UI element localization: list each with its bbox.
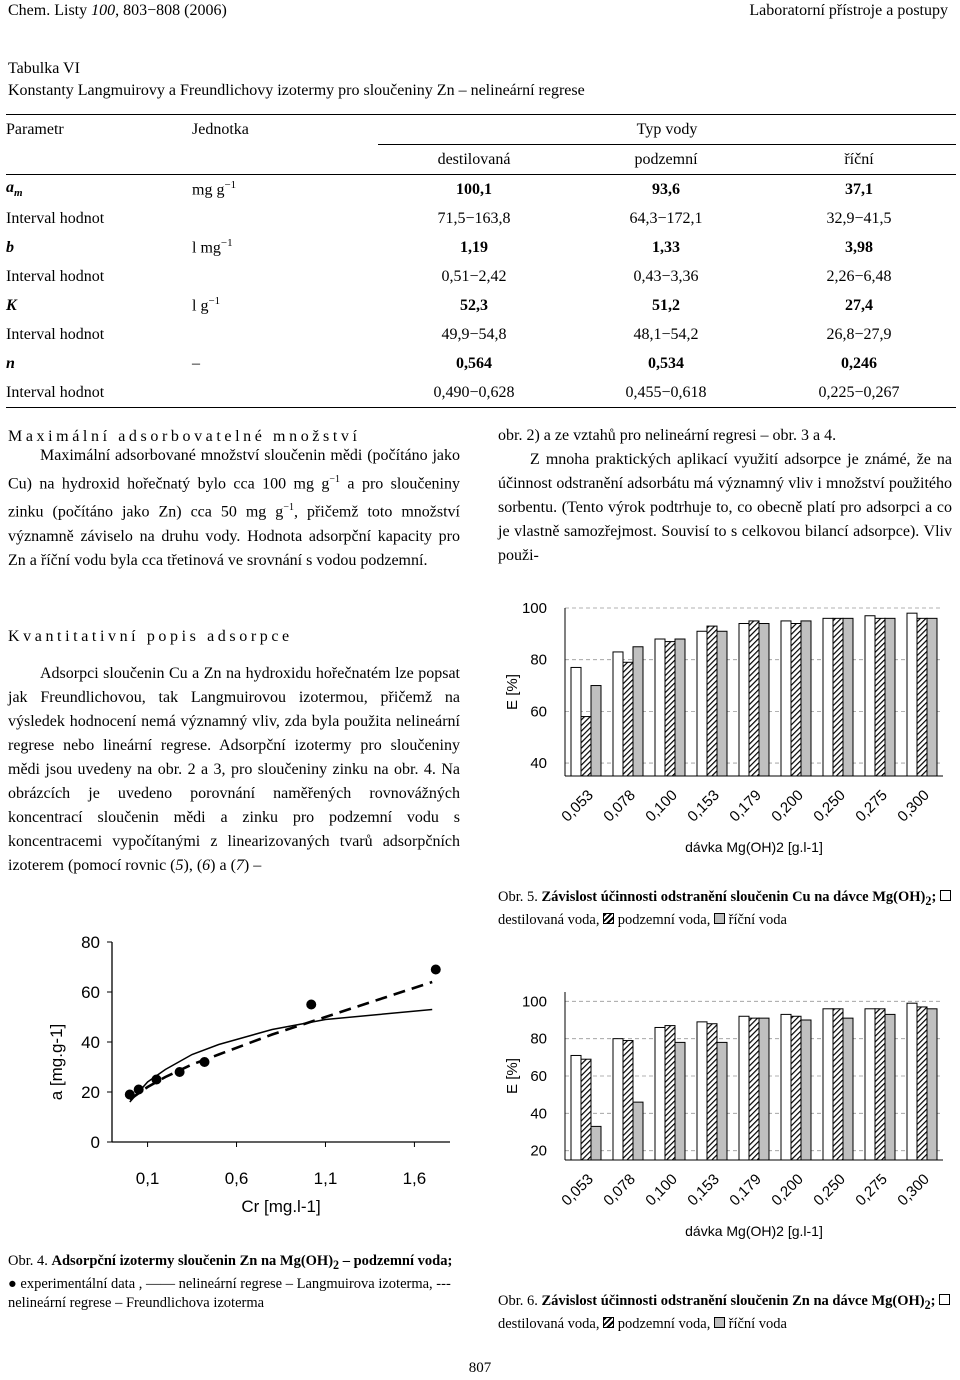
x-tick-label: 1,1	[313, 1169, 338, 1188]
x-tick-label: 0,200	[768, 786, 807, 826]
y-axis-label: E [%]	[504, 674, 521, 710]
bar-ricni	[801, 1020, 811, 1160]
fig5-caption: Obr. 5. Závislost účinnosti odstranění sloučenin Cu na dávce $Mg(OH)_2$; destilovaná voda, podzemní voda, říční voda	[498, 888, 954, 930]
section-heading-max: Maximální adsorbovatelné množství	[8, 428, 361, 445]
x-tick-label: 0,153	[684, 786, 723, 826]
cell-param: b	[6, 238, 14, 256]
cell-value: 2,26−6,48	[826, 267, 892, 285]
bar-ricni	[927, 618, 937, 776]
col-header-water: destilovaná	[378, 145, 570, 175]
cell-value: 3,98	[845, 238, 873, 256]
cell-value: 48,1−54,2	[633, 325, 699, 343]
legend-gray-icon	[714, 913, 725, 924]
table-row	[6, 204, 956, 233]
fig5-chart	[495, 596, 955, 876]
cell-value: 0,534	[648, 354, 684, 372]
fig4-chart	[40, 920, 460, 1220]
bar-destilovana	[697, 1022, 707, 1160]
bar-ricni	[927, 1009, 937, 1160]
bar-podzemni	[581, 717, 591, 776]
bar-destilovana	[907, 613, 917, 776]
cell-value: 1,33	[652, 238, 680, 256]
table-row	[6, 378, 956, 408]
bar-ricni	[759, 624, 769, 776]
data-point	[125, 1090, 135, 1100]
cell-value: 49,9−54,8	[441, 325, 507, 343]
data-point	[175, 1067, 185, 1077]
table-row	[6, 291, 956, 320]
page-number: 807	[468, 1360, 492, 1376]
x-tick-label: 0,179	[726, 1170, 765, 1210]
bar-ricni	[843, 618, 853, 776]
cell-value: 51,2	[652, 296, 680, 314]
cell-value: 93,6	[652, 180, 680, 198]
x-tick-label: 0,250	[810, 1170, 849, 1210]
cell-unit	[192, 262, 378, 291]
cell-param: Interval hodnot	[6, 378, 192, 408]
cell-param: K	[6, 296, 17, 314]
series-langmuir-line	[130, 1010, 432, 1103]
bar-podzemni	[581, 1059, 591, 1160]
y-tick-label: 80	[81, 933, 100, 952]
cell-value: 27,4	[845, 296, 873, 314]
series-freundlich-line	[130, 982, 432, 1100]
bar-destilovana	[613, 1039, 623, 1160]
y-tick-label: 60	[530, 703, 547, 721]
x-tick-label: 0,250	[810, 786, 849, 826]
cell-value: 0,51−2,42	[441, 267, 507, 285]
cell-value: 0,455−0,618	[570, 378, 762, 408]
cell-unit	[192, 204, 378, 233]
y-tick-label: 100	[521, 600, 547, 617]
bar-ricni	[759, 1018, 769, 1160]
data-point	[431, 965, 441, 975]
cell-value: 37,1	[845, 180, 873, 198]
fig6-caption: Obr. 6. Závislost účinnosti odstranění sloučenin Zn na dávce $Mg(OH)_2$; destilovaná voda, podzemní voda, říční voda	[498, 1292, 954, 1334]
constants-table	[6, 114, 956, 408]
bar-ricni	[885, 1014, 895, 1160]
bar-ricni	[717, 631, 727, 776]
x-tick-label: 0,275	[852, 786, 891, 826]
fig4-caption: Obr. 4. Adsorpční izotermy sloučenin Zn na $Mg(OH)_2$ – podzemní voda; ● experimentální data , —— nelineární regrese – Langmuirova izoterma, --- nelineární regrese – Freundlichova izoterma	[8, 1253, 453, 1311]
cell-value: 0,225−0,267	[762, 378, 956, 408]
bar-podzemni	[665, 1026, 675, 1160]
cell-value: 64,3−172,1	[629, 209, 703, 227]
x-tick-label: 0,200	[768, 1170, 807, 1210]
bar-ricni	[675, 1042, 685, 1160]
bar-podzemni	[791, 1016, 801, 1160]
x-tick-label: 0,153	[684, 1170, 723, 1210]
table-row	[6, 233, 956, 262]
cell-param: $a_m$	[6, 179, 23, 200]
bar-destilovana	[697, 631, 707, 776]
x-tick-label: 0,053	[558, 1170, 597, 1210]
section-heading-quant: Kvantitativní popis adsorpce	[8, 628, 293, 645]
fig6-chart	[495, 980, 955, 1260]
table-caption	[8, 58, 585, 102]
table-row	[6, 262, 956, 291]
y-tick-label: 80	[530, 651, 547, 669]
x-tick-label: 1,6	[402, 1169, 427, 1188]
x-tick-label: 0,078	[600, 786, 639, 826]
cell-value: 71,5−163,8	[437, 209, 511, 227]
running-head-right: Laboratorní přístroje a postupy	[749, 2, 948, 19]
legend-line-icon: ——	[146, 1275, 176, 1292]
cell-value: 0,564	[456, 354, 492, 372]
bar-podzemni	[665, 642, 675, 776]
y-tick-label: 20	[81, 1083, 100, 1102]
cell-param: n	[6, 354, 15, 372]
col-header-param: Parametr	[6, 115, 192, 145]
legend-white-icon	[939, 1294, 950, 1305]
cell-value: 0,246	[841, 354, 877, 372]
data-point	[200, 1057, 210, 1067]
col-header-group: Typ vody	[378, 115, 956, 145]
bar-podzemni	[623, 662, 633, 776]
bar-destilovana	[571, 667, 581, 776]
table-subheader-row	[6, 145, 956, 175]
cell-param: Interval hodnot	[6, 209, 105, 227]
bar-ricni	[717, 1042, 727, 1160]
x-tick-label: 0,6	[224, 1169, 249, 1188]
bar-destilovana	[613, 652, 623, 776]
table-header-row	[6, 115, 956, 145]
x-tick-label: 0,1	[135, 1169, 160, 1188]
cell-value: 100,1	[456, 180, 492, 198]
cell-unit: –	[192, 354, 200, 372]
data-point	[151, 1075, 161, 1085]
bar-destilovana	[655, 1027, 665, 1160]
bar-podzemni	[749, 621, 759, 776]
legend-hatched-icon	[603, 1317, 614, 1328]
x-tick-label: 0,179	[726, 786, 765, 826]
bar-podzemni	[623, 1041, 633, 1160]
x-tick-label: 0,275	[852, 1170, 891, 1210]
data-point	[306, 1000, 316, 1010]
legend-white-icon	[940, 890, 951, 901]
bar-destilovana	[823, 1009, 833, 1160]
cell-unit	[192, 320, 378, 349]
x-axis-label: Cr [mg.l-1]	[241, 1197, 321, 1216]
bar-ricni	[801, 621, 811, 776]
paragraph-right: obr. 2) a ze vztahů pro nelineární regresi – obr. 3 a 4. Z mnoha praktických aplikací využití adsorpce je známé, že na účinnost odstranění adsorbátu má významný vliv i množství použitého sorbentu. (Tento výrok podtrhuje to, co obecně platí pro adsorpci a co je vlastně samozřejmost. Souvisí to s celkovou bilancí adsorpce). Vliv použi-	[498, 427, 952, 564]
bar-destilovana	[781, 621, 791, 776]
bar-ricni	[675, 639, 685, 776]
legend-dot-icon: ●	[8, 1275, 17, 1292]
x-tick-label: 0,078	[600, 1170, 639, 1210]
bar-podzemni	[707, 626, 717, 776]
table-row	[6, 175, 956, 205]
bar-ricni	[633, 647, 643, 776]
x-tick-label: 0,100	[642, 786, 681, 826]
bar-destilovana	[823, 618, 833, 776]
table-title: Konstanty Langmuirovy a Freundlichovy izotermy pro sloučeniny Zn – nelineární regrese	[8, 82, 585, 99]
y-tick-label: 0	[90, 1133, 100, 1152]
bar-destilovana	[655, 639, 665, 776]
bar-podzemni	[917, 1007, 927, 1160]
bar-destilovana	[739, 1016, 749, 1160]
y-tick-label: 60	[81, 983, 100, 1002]
y-tick-label: 100	[521, 993, 547, 1011]
bar-ricni	[591, 686, 601, 776]
legend-gray-icon	[714, 1317, 725, 1328]
col-header-unit: Jednotka	[192, 115, 378, 145]
cell-value: 1,19	[460, 238, 488, 256]
bar-destilovana	[739, 624, 749, 776]
cell-value: 26,8−27,9	[826, 325, 892, 343]
bar-podzemni	[833, 1009, 843, 1160]
col-header-water: říční	[762, 145, 956, 175]
bar-ricni	[885, 618, 895, 776]
x-axis-label: dávka Mg(OH)2 [g.l-1]	[685, 1223, 823, 1239]
cell-value: 52,3	[460, 296, 488, 314]
bar-podzemni	[791, 624, 801, 776]
cell-unit: l $mg^{-1}$	[192, 237, 233, 257]
table-row	[6, 349, 956, 378]
cell-value: 32,9−41,5	[826, 209, 892, 227]
y-tick-label: 40	[81, 1033, 100, 1052]
bar-destilovana	[865, 1009, 875, 1160]
legend-hatched-icon	[603, 913, 614, 924]
bar-podzemni	[707, 1024, 717, 1160]
bar-ricni	[633, 1102, 643, 1160]
cell-param: Interval hodnot	[6, 325, 105, 343]
y-tick-label: 40	[530, 755, 547, 773]
cell-param: Interval hodnot	[6, 267, 105, 285]
col-header-water: podzemní	[570, 145, 762, 175]
y-tick-label: 60	[530, 1068, 547, 1085]
bar-destilovana	[907, 1003, 917, 1160]
cell-unit	[192, 378, 378, 408]
table-row	[6, 320, 956, 349]
y-tick-label: 20	[530, 1142, 547, 1160]
paragraph-quant: Adsorpci sloučenin Cu a Zn na hydroxidu hořečnatém lze popsat jak Freundlichovou, tak Langmuirovou izotermou, přičemž na výsledek hodnocení nemá významný vliv, zda byla použita nelineární regrese nebo lineární regrese. Adsorpční izotermy pro sloučeniny mědi jsou uvedeny na obr. 2 a 3, pro sloučeniny zinku na obr. 4. Na obrázcích je uvedeno porovnání naměřených rovnovážných koncentrací sloučenin mědi a zinku pro podzemní vodu s koncentracemi vypočítanými z linearizovaných tvarů adsorpčních izoterem (pomocí rovnic (5), (6) a (7) –	[8, 665, 460, 874]
bar-podzemni	[749, 1018, 759, 1160]
y-tick-label: 80	[530, 1030, 547, 1048]
running-head-left: Chem. Listy 100, 803−808 (2006)	[8, 2, 227, 19]
bar-ricni	[843, 1018, 853, 1160]
cell-value: 0,490−0,628	[378, 378, 570, 408]
x-tick-label: 0,300	[894, 786, 933, 826]
bar-destilovana	[781, 1014, 791, 1160]
bar-podzemni	[875, 618, 885, 776]
x-axis-label: dávka Mg(OH)2 [g.l-1]	[685, 839, 823, 855]
table-label: Tabulka VI	[8, 60, 80, 77]
bar-podzemni	[875, 1009, 885, 1160]
paragraph-max: Maximální adsorbované množství sloučenin mědi (počítáno jako Cu) na hydroxid hořečnatý bylo cca 100 mg $g^{-1}$ a pro sloučeniny zinku (počítáno jako Zn) cca 50 mg $g^{-1}$, přičemž toto množství významně záviselo na druhu vody. Hodnota adsorpční kapacity pro Zn a říční vodu byla cca třetinová ve srovnání s vodou podzemní.	[8, 447, 461, 569]
y-axis-label: E [%]	[504, 1058, 521, 1094]
x-tick-label: 0,100	[642, 1170, 681, 1210]
bar-ricni	[591, 1126, 601, 1160]
cell-value: 0,43−3,36	[633, 267, 699, 285]
y-axis-label: a [mg.g-1]	[47, 1023, 66, 1101]
y-tick-label: 40	[530, 1105, 547, 1123]
bar-destilovana	[865, 616, 875, 776]
x-tick-label: 0,053	[558, 786, 597, 826]
data-point	[134, 1085, 144, 1095]
x-tick-label: 0,300	[894, 1170, 933, 1210]
cell-unit: l $g^{-1}$	[192, 295, 221, 315]
bar-podzemni	[917, 618, 927, 776]
bar-podzemni	[833, 618, 843, 776]
cell-unit: mg $g^{-1}$	[192, 179, 237, 199]
bar-destilovana	[571, 1055, 581, 1160]
